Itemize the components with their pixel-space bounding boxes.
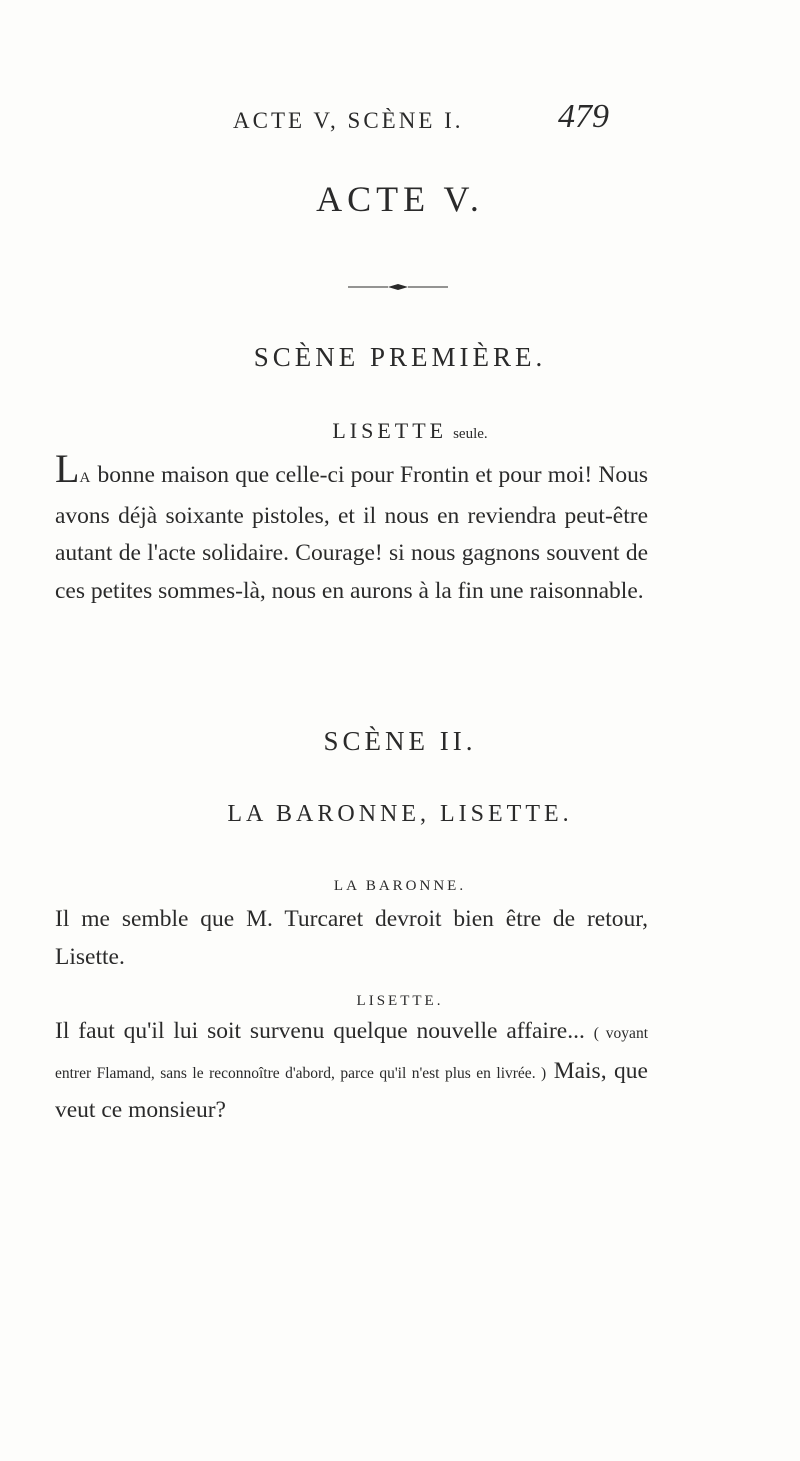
- page-number: 479: [558, 98, 609, 135]
- dialogue-text-end: Mais, que veut ce monsieur?: [55, 1057, 648, 1123]
- running-head: [0, 98, 800, 138]
- stage-direction: seule.: [453, 426, 488, 442]
- scene-1-monologue: [55, 446, 648, 610]
- stage-direction: ( voyant entrer Flamand, sans le reconnoître d'abord, parce qu'il n'est plus en livrée. ): [55, 1025, 648, 1082]
- monologue-text: bonne maison que celle-ci pour Frontin et pour moi! Nous avons déjà soixante pistoles, et il nous en reviendra peut-être autant de l'acte solidaire. Courage! si nous gagnons souvent de ces petites sommes-là, nous en aurons à la fin une raisonnable.: [55, 462, 648, 604]
- dialogue-baronne: Il me semble que M. Turcaret devroit bien être de retour, Lisette.: [55, 906, 648, 970]
- drop-cap: L: [55, 446, 80, 491]
- dialogue-text: Il faut qu'il lui soit survenu quelque nouvelle affaire...: [55, 1018, 585, 1044]
- scene-1-characters: [260, 418, 560, 444]
- dialogue-lisette: [55, 1013, 648, 1130]
- scene-1-title: SCÈNE PREMIÈRE.: [253, 342, 547, 372]
- running-title: ACTE V, SCÈNE I.: [233, 108, 464, 133]
- character-name: LISETTE: [332, 418, 448, 443]
- act-title: ACTE V.: [316, 179, 484, 219]
- ornament-divider: [348, 282, 458, 292]
- speaker-lisette: LISETTE.: [356, 993, 444, 1009]
- scene-2-title: SCÈNE II.: [323, 726, 477, 756]
- speaker-baronne: LA BARONNE.: [333, 878, 467, 894]
- scene-2-characters: LA BARONNE, LISETTE.: [227, 801, 573, 827]
- drop-cap-rest: A: [79, 470, 92, 486]
